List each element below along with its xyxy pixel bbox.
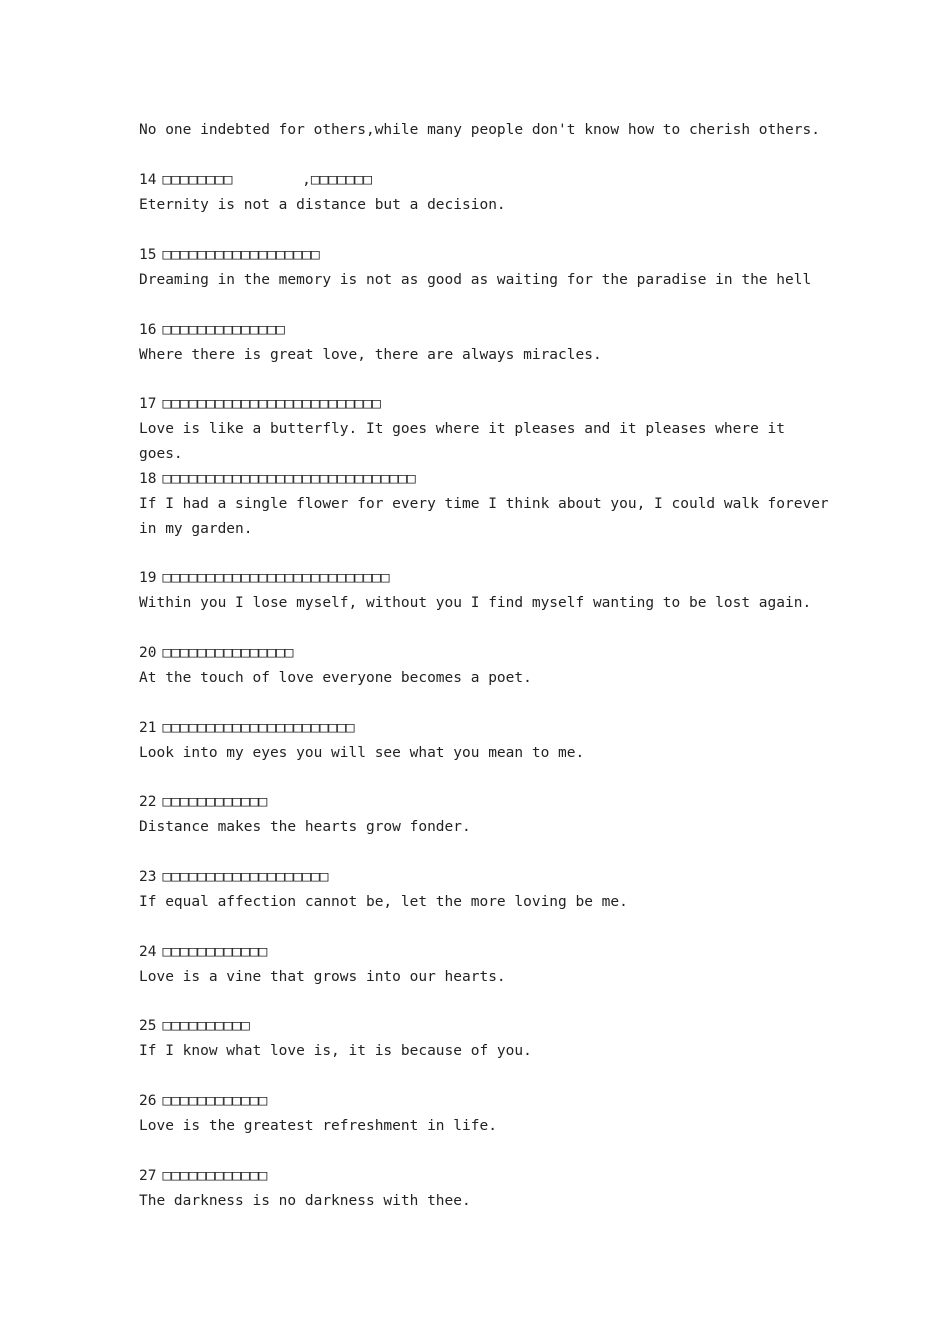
quote-chinese-line bbox=[139, 641, 829, 666]
quote-number: 18 bbox=[139, 471, 157, 487]
quote-number: 17 bbox=[139, 396, 157, 412]
quote-number: 19 bbox=[139, 570, 157, 586]
quote-chinese-text: □□□□□□□□□□□□□□□□□□□□□□□□□□□□□ bbox=[162, 471, 416, 487]
quote-chinese-text: □□□□□□□□□□□□□□□□□□□□□□ bbox=[162, 720, 355, 736]
quote-chinese-text: □□□□□□□□□□ bbox=[162, 1018, 250, 1034]
quote-chinese-text: □□□□□□□□□□□□□□□□□□ bbox=[162, 247, 320, 263]
quote-entry-23 bbox=[139, 865, 829, 915]
quote-chinese-text: □□□□□□□□ ,□□□□□□□ bbox=[162, 172, 372, 188]
quote-entry-22 bbox=[139, 790, 829, 840]
quote-chinese-line bbox=[139, 865, 829, 890]
quote-chinese-text: □□□□□□□□□□□□ bbox=[162, 1093, 268, 1109]
quote-entry-15 bbox=[139, 243, 829, 293]
quote-english-text: Love is the greatest refreshment in life. bbox=[139, 1118, 497, 1134]
quote-entry-21 bbox=[139, 716, 829, 766]
quote-english-text: Love is like a butterfly. It goes where it pleases and it pleases where it goes. bbox=[139, 421, 794, 462]
quote-english-text: At the touch of love everyone becomes a poet. bbox=[139, 670, 532, 686]
quote-english-text: If equal affection cannot be, let the more loving be me. bbox=[139, 894, 628, 910]
quote-english-text: If I know what love is, it is because of you. bbox=[139, 1043, 532, 1059]
quote-entry-19 bbox=[139, 566, 829, 616]
quote-entry-18 bbox=[139, 467, 838, 542]
intro-sentence: No one indebted for others,while many people don't know how to cherish others. bbox=[139, 122, 820, 138]
quote-english-text: Look into my eyes you will see what you mean to me. bbox=[139, 745, 585, 761]
quote-english-text: Distance makes the hearts grow fonder. bbox=[139, 819, 471, 835]
quote-number: 25 bbox=[139, 1018, 157, 1034]
quote-english-text: Love is a vine that grows into our hearts. bbox=[139, 969, 506, 985]
quote-number: 15 bbox=[139, 247, 157, 263]
quote-entry-20 bbox=[139, 641, 829, 691]
quote-chinese-line bbox=[139, 1164, 829, 1189]
quote-chinese-text: □□□□□□□□□□□□□□□ bbox=[162, 645, 294, 661]
quote-entry-16 bbox=[139, 318, 829, 368]
quote-entry-25 bbox=[139, 1014, 829, 1064]
quote-english-text: The darkness is no darkness with thee. bbox=[139, 1193, 471, 1209]
quote-chinese-line bbox=[139, 940, 829, 965]
quote-chinese-line bbox=[139, 1014, 829, 1039]
quote-entry-17 bbox=[139, 392, 829, 467]
quote-number: 23 bbox=[139, 869, 157, 885]
quote-chinese-text: □□□□□□□□□□□□ bbox=[162, 1168, 268, 1184]
quote-number: 16 bbox=[139, 322, 157, 338]
quote-chinese-text: □□□□□□□□□□□□□□ bbox=[162, 322, 285, 338]
quote-chinese-line bbox=[139, 168, 829, 193]
quote-number: 14 bbox=[139, 172, 157, 188]
quote-chinese-text: □□□□□□□□□□□□□□□□□□□ bbox=[162, 869, 329, 885]
quote-english-text: If I had a single flower for every time I think about you, I could walk forever in my garden. bbox=[139, 496, 838, 537]
quote-number: 22 bbox=[139, 794, 157, 810]
quote-chinese-line bbox=[139, 318, 829, 343]
quote-english-text: Dreaming in the memory is not as good as waiting for the paradise in the hell bbox=[139, 272, 812, 288]
quote-chinese-line bbox=[139, 392, 829, 417]
quote-english-text: Within you I lose myself, without you I find myself wanting to be lost again. bbox=[139, 595, 812, 611]
quote-chinese-line bbox=[139, 1089, 829, 1114]
quote-number: 21 bbox=[139, 720, 157, 736]
quote-entry-27 bbox=[139, 1164, 829, 1214]
quote-entry-24 bbox=[139, 940, 829, 990]
quote-number: 24 bbox=[139, 944, 157, 960]
quote-number: 27 bbox=[139, 1168, 157, 1184]
quote-english-text: Eternity is not a distance but a decision. bbox=[139, 197, 506, 213]
quote-chinese-line bbox=[139, 716, 829, 741]
quote-chinese-line bbox=[139, 566, 829, 591]
quote-number: 26 bbox=[139, 1093, 157, 1109]
quote-entry-14 bbox=[139, 168, 829, 218]
quote-english-text: Where there is great love, there are always miracles. bbox=[139, 347, 602, 363]
quote-chinese-text: □□□□□□□□□□□□ bbox=[162, 794, 268, 810]
quote-chinese-text: □□□□□□□□□□□□ bbox=[162, 944, 268, 960]
quote-chinese-text: □□□□□□□□□□□□□□□□□□□□□□□□□□ bbox=[162, 570, 390, 586]
quote-chinese-line bbox=[139, 243, 829, 268]
quote-entry-26 bbox=[139, 1089, 829, 1139]
quote-chinese-text: □□□□□□□□□□□□□□□□□□□□□□□□□ bbox=[162, 396, 381, 412]
quote-chinese-line bbox=[139, 790, 829, 815]
quote-chinese-line bbox=[139, 467, 829, 492]
quote-number: 20 bbox=[139, 645, 157, 661]
